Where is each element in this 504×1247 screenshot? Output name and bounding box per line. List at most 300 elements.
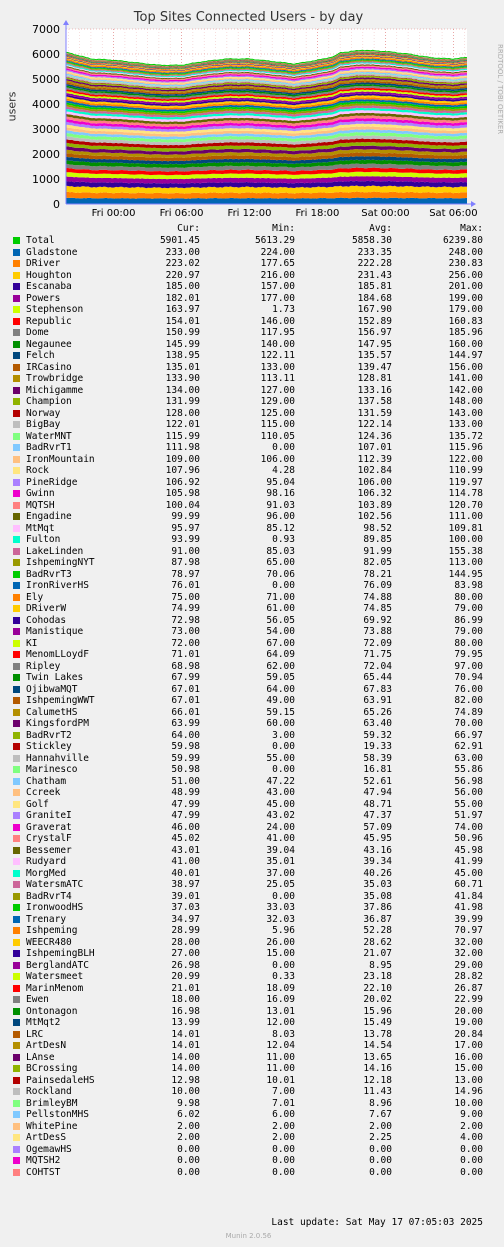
legend-value-min: 54.00: [266, 626, 295, 637]
legend-value-max: 28.82: [454, 971, 483, 982]
legend-value-min: 4.28: [272, 465, 295, 476]
legend-swatch: [13, 295, 20, 302]
legend-value-min: 1.73: [272, 304, 295, 315]
y-tick-label: 6000: [32, 48, 60, 61]
legend-value-avg: 78.21: [363, 568, 392, 580]
legend-swatch: [13, 582, 20, 589]
legend-value-max: 55.00: [454, 798, 483, 810]
legend-value-max: 109.81: [448, 522, 483, 534]
legend-row: [0, 695, 497, 706]
legend-value-max: 50.96: [454, 833, 483, 844]
legend-value-cur: 27.00: [171, 948, 200, 959]
legend-row: [0, 684, 497, 695]
legend-swatch: [13, 249, 20, 256]
legend-swatch: [13, 1157, 20, 1164]
legend-value-min: 85.03: [266, 545, 295, 557]
legend-value-min: 8.03: [272, 1028, 295, 1040]
legend-swatch: [13, 973, 20, 980]
legend-value-cur: 9.98: [177, 1097, 200, 1109]
legend-series-name: IronwoodHS: [26, 902, 84, 913]
legend-series-name: LRC: [26, 1028, 44, 1040]
legend-series-name: IshpemingWWT: [26, 695, 95, 706]
legend-header-avg: Avg:: [369, 223, 392, 234]
legend-value-avg: 72.04: [363, 660, 392, 672]
legend-swatch: [13, 1088, 20, 1095]
legend-value-avg: 103.89: [357, 499, 392, 511]
legend-row: [0, 937, 497, 948]
legend-row: [0, 1132, 497, 1143]
legend-value-min: 18.09: [266, 982, 295, 994]
legend-header-min: Min:: [272, 223, 295, 234]
legend-swatch: [13, 352, 20, 359]
legend-value-avg: 21.07: [363, 948, 392, 959]
legend-series-name: DRiverW: [26, 603, 67, 614]
legend-value-max: 201.00: [448, 281, 483, 292]
legend-value-min: 0.00: [272, 959, 295, 971]
legend-value-avg: 39.34: [363, 856, 392, 867]
legend-series-name: PainsedaleHS: [26, 1074, 95, 1086]
legend-value-min: 91.03: [266, 499, 295, 511]
legend-series-name: Total: [26, 235, 55, 246]
legend-value-avg: 16.81: [363, 764, 392, 775]
legend-value-min: 70.06: [266, 568, 295, 580]
legend-row: [0, 741, 497, 752]
legend-value-avg: 13.78: [363, 1028, 392, 1040]
legend-value-max: 62.91: [454, 741, 483, 752]
y-tick-label: 5000: [32, 73, 60, 86]
legend-swatch: [13, 962, 20, 969]
legend-value-max: 80.00: [454, 637, 483, 649]
legend-value-avg: 152.89: [357, 315, 392, 327]
legend-value-max: 45.98: [454, 844, 483, 856]
legend-value-min: 117.95: [260, 327, 295, 338]
legend-value-min: 12.04: [266, 1040, 295, 1051]
legend-series-name: Dome: [26, 327, 49, 338]
legend-value-avg: 58.39: [363, 752, 392, 764]
legend-value-avg: 71.75: [363, 649, 392, 660]
legend-row: [0, 776, 497, 787]
legend-value-max: 4.00: [460, 1132, 483, 1143]
legend-value-max: 142.00: [448, 384, 483, 396]
legend-series-name: MQTSH2: [26, 1155, 61, 1166]
legend-row: [0, 810, 497, 821]
legend-value-min: 26.00: [266, 936, 295, 948]
legend-row: [0, 948, 497, 959]
legend-value-avg: 137.58: [357, 396, 392, 407]
legend-value-min: 5.96: [272, 925, 295, 936]
legend-value-max: 83.98: [454, 580, 483, 591]
legend-value-avg: 7.67: [369, 1109, 392, 1120]
legend-series-name: Ishpeming: [26, 925, 78, 936]
legend-value-cur: 131.99: [165, 396, 200, 407]
legend-series-name: OgemawHS: [26, 1143, 72, 1155]
legend-value-cur: 91.00: [171, 545, 200, 557]
legend-value-min: 67.00: [266, 637, 295, 649]
legend-value-max: 179.00: [448, 304, 483, 315]
legend-swatch: [13, 1146, 20, 1153]
legend-value-avg: 156.97: [357, 327, 392, 338]
legend-value-cur: 46.00: [171, 821, 200, 833]
legend-swatch: [13, 663, 20, 670]
legend-value-avg: 122.14: [357, 419, 392, 430]
y-tick-label: 4000: [32, 98, 60, 111]
legend-swatch: [13, 950, 20, 957]
legend-value-cur: 109.00: [165, 453, 200, 465]
legend-value-avg: 128.81: [357, 373, 392, 384]
legend-value-avg: 2.25: [369, 1132, 392, 1143]
legend-value-cur: 34.97: [171, 913, 200, 925]
legend-swatch: [13, 778, 20, 785]
legend-swatch: [13, 732, 20, 739]
legend-value-cur: 78.97: [171, 568, 200, 580]
legend-value-min: 59.05: [266, 672, 295, 683]
legend-row: [0, 247, 497, 258]
legend-swatch: [13, 283, 20, 290]
legend-value-avg: 40.26: [363, 867, 392, 879]
legend-swatch: [13, 467, 20, 474]
legend-value-cur: 0.00: [177, 1155, 200, 1166]
legend-swatch: [13, 709, 20, 716]
legend-value-cur: 13.99: [171, 1017, 200, 1028]
legend-value-max: 70.97: [454, 925, 483, 936]
legend-value-cur: 75.00: [171, 591, 200, 603]
chart-plot: [0, 0, 497, 220]
legend-value-max: 10.00: [454, 1097, 483, 1109]
legend-value-min: 113.11: [260, 373, 295, 384]
legend-value-max: 143.00: [448, 407, 483, 419]
legend-value-min: 56.05: [266, 614, 295, 626]
legend-value-avg: 11.43: [363, 1086, 392, 1097]
legend-value-avg: 133.16: [357, 384, 392, 396]
legend-value-cur: 2.00: [177, 1132, 200, 1143]
legend-value-max: 133.00: [448, 419, 483, 430]
legend-value-cur: 14.00: [171, 1063, 200, 1074]
legend-value-avg: 19.33: [363, 741, 392, 752]
legend-value-avg: 65.26: [363, 706, 392, 718]
legend-row: [0, 488, 497, 499]
legend-swatch: [13, 755, 20, 762]
legend-series-name: WEECR480: [26, 936, 72, 948]
legend-value-cur: 18.00: [171, 994, 200, 1005]
legend-series-name: BadRvrT1: [26, 442, 72, 453]
legend-value-max: 74.00: [454, 821, 483, 833]
legend-row: [0, 1040, 497, 1051]
legend-value-min: 39.04: [266, 844, 295, 856]
legend-value-avg: 167.90: [357, 304, 392, 315]
legend-swatch: [13, 329, 20, 336]
legend-value-avg: 15.49: [363, 1017, 392, 1028]
legend-value-min: 0.00: [272, 1155, 295, 1166]
legend-value-min: 11.00: [266, 1051, 295, 1063]
legend-swatch: [13, 824, 20, 831]
legend-row: [0, 350, 497, 361]
legend-value-max: 2.00: [460, 1120, 483, 1132]
legend-value-avg: 5858.30: [351, 235, 392, 246]
legend-swatch: [13, 1031, 20, 1038]
legend-value-min: 85.12: [266, 522, 295, 534]
legend-series-name: CrystalF: [26, 833, 72, 844]
legend-value-min: 127.00: [260, 384, 295, 396]
legend-series-name: BadRvrT4: [26, 890, 72, 902]
legend-series-name: Negaunee: [26, 338, 72, 350]
legend-value-max: 56.00: [454, 787, 483, 798]
legend-series-name: LakeLinden: [26, 545, 84, 557]
legend-value-max: 248.00: [448, 246, 483, 258]
legend-value-cur: 28.99: [171, 925, 200, 936]
legend-swatch: [13, 502, 20, 509]
legend-swatch: [13, 410, 20, 417]
legend-value-cur: 14.01: [171, 1040, 200, 1051]
legend-series-name: GraniteI: [26, 810, 72, 821]
legend-row: [0, 994, 497, 1005]
legend-value-min: 0.00: [272, 1166, 295, 1178]
legend-row: [0, 293, 497, 304]
legend-series-name: Ccreek: [26, 787, 61, 798]
legend-value-max: 113.00: [448, 557, 483, 568]
legend-swatch: [13, 835, 20, 842]
legend-value-cur: 154.01: [165, 315, 200, 327]
legend-value-max: 156.00: [448, 361, 483, 373]
legend-swatch: [13, 387, 20, 394]
legend-series-name: Cohodas: [26, 614, 67, 626]
legend-value-avg: 82.05: [363, 557, 392, 568]
legend-swatch: [13, 260, 20, 267]
legend-value-max: 119.97: [448, 476, 483, 488]
legend-row: [0, 569, 497, 580]
legend-value-min: 177.65: [260, 258, 295, 269]
legend-value-min: 106.00: [260, 453, 295, 465]
legend-value-min: 16.09: [266, 994, 295, 1005]
legend-value-cur: 133.90: [165, 373, 200, 384]
legend-series-name: Rockland: [26, 1086, 72, 1097]
legend-swatch: [13, 996, 20, 1003]
legend-swatch: [13, 272, 20, 279]
legend-value-avg: 20.02: [363, 994, 392, 1005]
legend-value-max: 45.00: [454, 867, 483, 879]
x-tick-label: Fri 06:00: [159, 208, 204, 219]
legend-series-name: DRiver: [26, 258, 61, 269]
legend-row: [0, 511, 497, 522]
legend-row: [0, 960, 497, 971]
legend-value-max: 15.00: [454, 1063, 483, 1074]
legend-row: [0, 1017, 497, 1028]
legend-value-cur: 50.98: [171, 764, 200, 775]
legend-value-max: 29.00: [454, 959, 483, 971]
legend-value-max: 41.99: [454, 856, 483, 867]
area-gladstone: [66, 198, 467, 204]
legend-header-max: Max:: [460, 223, 483, 234]
legend-value-avg: 222.28: [357, 258, 392, 269]
legend-value-min: 0.00: [272, 890, 295, 902]
legend-value-avg: 0.00: [369, 1155, 392, 1166]
legend-value-cur: 68.98: [171, 660, 200, 672]
legend-value-max: 66.97: [454, 729, 483, 741]
legend-series-name: Rudyard: [26, 856, 67, 867]
legend-value-cur: 10.00: [171, 1086, 200, 1097]
legend-value-max: 135.72: [448, 430, 483, 442]
legend-value-max: 20.00: [454, 1005, 483, 1017]
legend-swatch: [13, 686, 20, 693]
legend-series-name: MarinMenom: [26, 982, 84, 994]
legend-value-cur: 107.96: [165, 465, 200, 476]
legend-value-max: 199.00: [448, 292, 483, 304]
legend-value-cur: 39.01: [171, 890, 200, 902]
legend-value-cur: 111.98: [165, 442, 200, 453]
legend-value-cur: 20.99: [171, 971, 200, 982]
legend-value-avg: 107.01: [357, 442, 392, 453]
legend-value-cur: 72.00: [171, 637, 200, 649]
legend-swatch: [13, 927, 20, 934]
legend-value-min: 129.00: [260, 396, 295, 407]
legend-value-max: 160.00: [448, 338, 483, 350]
legend-series-name: WatersmATC: [26, 879, 84, 890]
legend-value-cur: 67.01: [171, 695, 200, 706]
legend-value-min: 95.04: [266, 476, 295, 488]
legend-swatch: [13, 870, 20, 877]
legend-swatch: [13, 985, 20, 992]
legend-value-max: 16.00: [454, 1051, 483, 1063]
legend-swatch: [13, 375, 20, 382]
legend-value-min: 140.00: [260, 338, 295, 350]
legend-row: [0, 822, 497, 833]
x-tick-label: Sat 00:00: [361, 208, 410, 219]
legend-series-name: MtMqt: [26, 522, 55, 534]
legend-swatch: [13, 1100, 20, 1107]
legend-value-min: 33.03: [266, 902, 295, 913]
legend-value-min: 7.00: [272, 1086, 295, 1097]
legend-swatch: [13, 525, 20, 532]
legend-value-max: 111.00: [448, 511, 483, 522]
legend-row: [0, 408, 497, 419]
legend-value-avg: 22.10: [363, 982, 392, 994]
legend-swatch: [13, 1111, 20, 1118]
legend-value-cur: 59.98: [171, 741, 200, 752]
legend-value-min: 45.00: [266, 798, 295, 810]
legend-value-cur: 87.98: [171, 557, 200, 568]
legend-value-max: 70.00: [454, 718, 483, 729]
legend-swatch: [13, 559, 20, 566]
legend-series-name: BadRvrT3: [26, 568, 72, 580]
legend-value-avg: 135.57: [357, 350, 392, 361]
legend-value-avg: 35.08: [363, 890, 392, 902]
legend-value-cur: 105.98: [165, 488, 200, 499]
legend-row: [0, 500, 497, 511]
legend-series-name: Ripley: [26, 660, 61, 672]
legend-row: [0, 258, 497, 269]
legend-value-avg: 147.95: [357, 338, 392, 350]
legend-value-min: 12.00: [266, 1017, 295, 1028]
legend-value-avg: 2.00: [369, 1120, 392, 1132]
legend-series-name: WaterMNT: [26, 430, 72, 442]
legend-value-cur: 134.00: [165, 384, 200, 396]
legend-value-min: 11.00: [266, 1063, 295, 1074]
legend-value-cur: 59.99: [171, 752, 200, 764]
legend-row: [0, 1121, 497, 1132]
legend-swatch: [13, 1169, 20, 1176]
legend-value-min: 64.09: [266, 649, 295, 660]
legend-value-avg: 65.44: [363, 672, 392, 683]
legend-row: [0, 1029, 497, 1040]
legend-series-name: BigBay: [26, 419, 61, 430]
legend-value-max: 97.00: [454, 660, 483, 672]
legend-value-avg: 106.00: [357, 476, 392, 488]
legend-row: [0, 845, 497, 856]
legend-row: [0, 891, 497, 902]
legend-swatch: [13, 1042, 20, 1049]
legend-series-name: Fulton: [26, 534, 61, 545]
legend-value-min: 98.16: [266, 488, 295, 499]
legend-row: [0, 856, 497, 867]
legend-value-max: 144.97: [448, 350, 483, 361]
legend-swatch: [13, 640, 20, 647]
legend-value-cur: 145.99: [165, 338, 200, 350]
legend-value-cur: 128.00: [165, 407, 200, 419]
legend-value-avg: 102.56: [357, 511, 392, 522]
legend-value-avg: 14.54: [363, 1040, 392, 1051]
legend-value-max: 82.00: [454, 695, 483, 706]
legend-value-min: 65.00: [266, 557, 295, 568]
legend-row: [0, 787, 497, 798]
legend-row: [0, 235, 497, 246]
y-tick-label: 7000: [32, 23, 60, 36]
legend-value-avg: 48.71: [363, 798, 392, 810]
legend-row: [0, 902, 497, 913]
y-tick-label: 2000: [32, 148, 60, 161]
legend-value-min: 13.01: [266, 1005, 295, 1017]
legend-value-avg: 23.18: [363, 971, 392, 982]
legend-value-min: 177.00: [260, 292, 295, 304]
legend-swatch: [13, 536, 20, 543]
legend-value-max: 0.00: [460, 1143, 483, 1155]
legend-value-cur: 67.01: [171, 683, 200, 695]
legend-value-cur: 38.97: [171, 879, 200, 890]
legend-series-name: BrimleyBM: [26, 1097, 78, 1109]
legend-value-avg: 67.83: [363, 683, 392, 695]
legend-value-cur: 43.01: [171, 844, 200, 856]
legend-value-cur: 95.97: [171, 522, 200, 534]
legend-value-min: 60.00: [266, 718, 295, 729]
legend-value-min: 0.00: [272, 741, 295, 752]
legend-value-min: 115.00: [260, 419, 295, 430]
legend-value-cur: 16.98: [171, 1005, 200, 1017]
legend-swatch: [13, 893, 20, 900]
legend-series-name: MorgMed: [26, 867, 67, 879]
legend-series-name: COHTST: [26, 1166, 61, 1178]
legend-value-max: 26.87: [454, 982, 483, 994]
legend-value-min: 32.03: [266, 913, 295, 925]
legend-series-name: Trenary: [26, 913, 67, 925]
legend-value-cur: 233.00: [165, 246, 200, 258]
legend-row: [0, 1098, 497, 1109]
legend-value-max: 79.95: [454, 649, 483, 660]
legend-value-max: 32.00: [454, 948, 483, 959]
legend-value-min: 0.00: [272, 442, 295, 453]
legend-value-min: 0.00: [272, 1143, 295, 1155]
x-tick-label: Sat 06:00: [429, 208, 478, 219]
legend-swatch: [13, 617, 20, 624]
legend-row: [0, 799, 497, 810]
legend-row: [0, 833, 497, 844]
legend-value-max: 14.96: [454, 1086, 483, 1097]
legend-value-min: 61.00: [266, 603, 295, 614]
legend-value-cur: 26.98: [171, 959, 200, 971]
legend-row: [0, 327, 497, 338]
legend-value-avg: 102.84: [357, 465, 392, 476]
legend-swatch: [13, 697, 20, 704]
legend-row: [0, 270, 497, 281]
chart-title: Top Sites Connected Users - by day: [133, 10, 364, 25]
rrdtool-credit: RRDTOOL / TOBI OETIKER: [496, 44, 504, 135]
